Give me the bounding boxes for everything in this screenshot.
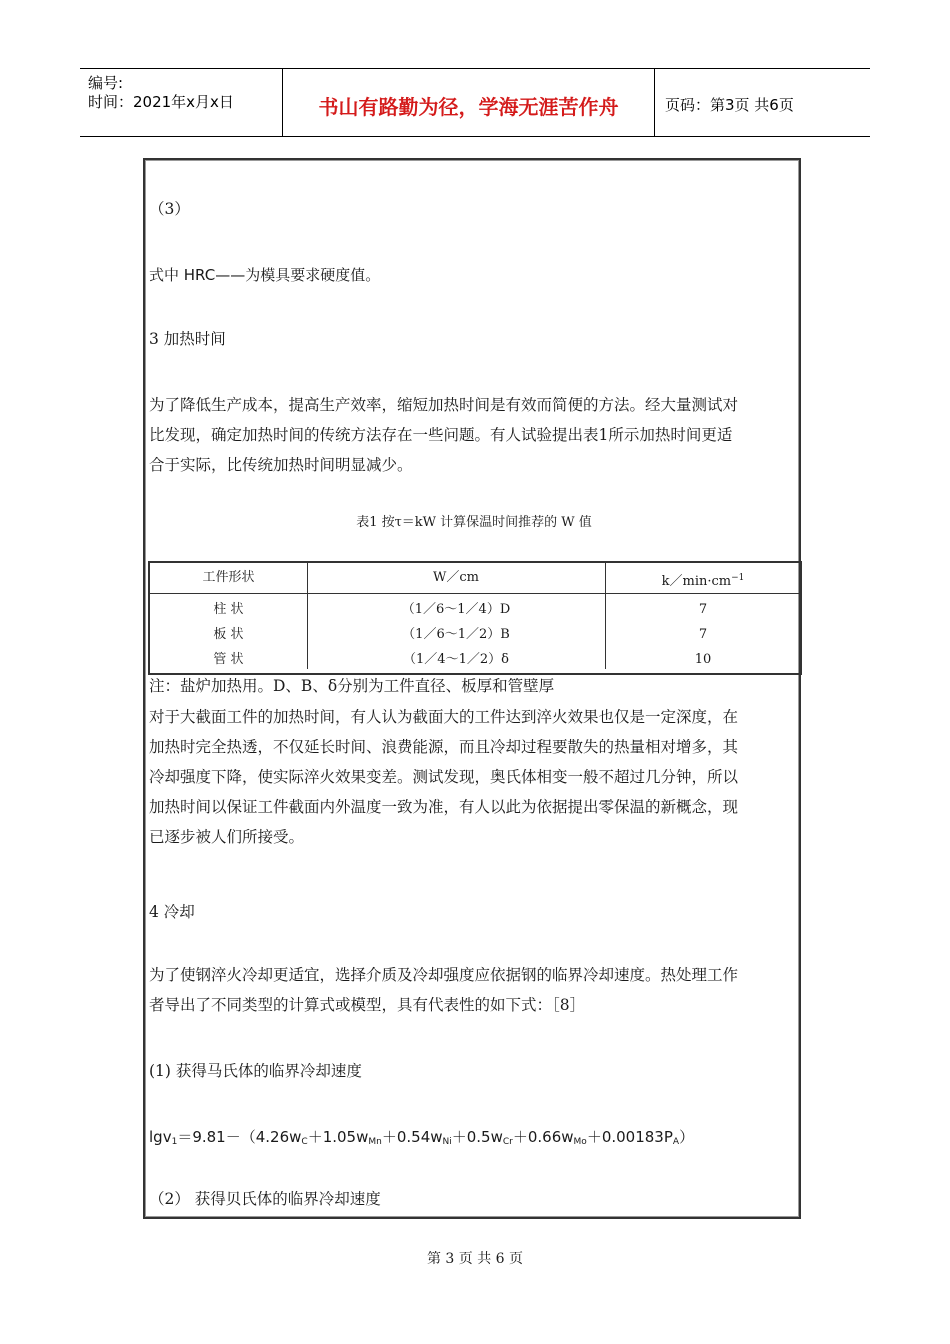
formula-part: ＋0.54w: [381, 1128, 443, 1146]
text-line: 合于实际，比传统加热时间明显减少。: [149, 456, 413, 474]
header-cell-shape: 工件形状: [202, 570, 255, 585]
page-footer: 第 3 页 共 6 页: [426, 1251, 524, 1267]
formula-sub: 1: [171, 1137, 178, 1147]
doc-number-label: 编号:: [88, 74, 124, 92]
paragraph-heating-time: [149, 390, 789, 480]
header-cell-w: W／cm: [433, 570, 479, 585]
text-line: 加热时完全热透，不仅延长时间、浪费能源，而且冷却过程要散失的热量相对增多，其: [149, 738, 739, 756]
text-line: 已逐步被人们所接受。: [149, 828, 305, 846]
table-cell: （1／6～1／4）D: [401, 602, 511, 617]
text-line: 加热时间以保证工件截面内外温度一致为准，有人以此为依据提出零保温的新概念，现: [149, 798, 739, 816]
formula-part: ）: [679, 1128, 695, 1146]
text-line: 冷却强度下降，使实际淬火效果变差。测试发现，奥氏体相变一般不超过几分钟，所以: [149, 768, 739, 786]
formula-part: ＋1.05w: [307, 1128, 369, 1146]
item-martensite: (1) 获得马氏体的临界冷却速度: [149, 1062, 362, 1080]
text-line: 对于大截面工件的加热时间，有人认为截面大的工件达到淬火效果也仅是一定深度，在: [149, 708, 739, 726]
table-row: [150, 647, 800, 672]
formula-part: ＋0.66w: [512, 1128, 574, 1146]
paragraph-cooling: [149, 960, 789, 1020]
text-line: 为了降低生产成本，提高生产效率，缩短加热时间是有效而简便的方法。经大量测试对: [149, 396, 739, 414]
formula-part: lgv: [149, 1128, 172, 1146]
table-cell: 管 状: [213, 652, 244, 667]
formula-sub: Cr: [502, 1137, 513, 1147]
table-row: [150, 622, 800, 647]
doc-time-label: 时间：2021年x月x日: [88, 93, 234, 111]
formula-part: ＋0.00183P: [586, 1128, 673, 1146]
paragraph-large-section: [149, 702, 789, 852]
formula-sub: Ni: [442, 1137, 452, 1147]
header-meta-cell: [80, 69, 283, 136]
table-cell: 板 状: [213, 627, 244, 642]
table-cell: 7: [698, 602, 708, 617]
table-note: 注：盐炉加热用。D、B、δ分别为工件直径、板厚和管壁厚: [149, 677, 555, 695]
formula-sub: Mn: [368, 1137, 382, 1147]
header-motto-cell: [283, 69, 655, 136]
section-4-title: 4 冷却: [149, 903, 195, 921]
page-header: [80, 68, 870, 137]
section-3-title: 3 加热时间: [149, 330, 226, 348]
text-line: 者导出了不同类型的计算式或模型，具有代表性的如下式：［8］: [149, 996, 586, 1014]
text-line: 为了使钢淬火冷却更适宜，选择介质及冷却强度应依据钢的临界冷却速度。热处理工作: [149, 966, 739, 984]
formula-part: ＋0.5w: [451, 1128, 503, 1146]
table-cell: 10: [694, 652, 712, 667]
table-caption: 表1 按τ＝kW 计算保温时间推荐的 W 值: [356, 515, 592, 530]
header-page-cell: [655, 69, 870, 136]
table-cell: 柱 状: [213, 602, 244, 617]
item-bainite: （2） 获得贝氏体的临界冷却速度: [149, 1190, 381, 1208]
table-cell: （1／4～1／2）δ: [403, 652, 509, 667]
header-k-sup: −1: [731, 573, 745, 583]
formula-sub: A: [672, 1137, 680, 1147]
equation-number: （3）: [149, 200, 190, 218]
table-row: [150, 597, 800, 622]
table-header-row: [150, 563, 800, 594]
formula-sub: Mo: [573, 1137, 587, 1147]
hrc-note: 式中 HRC——为模具要求硬度值。: [149, 266, 381, 284]
header-page-number: 页码：第3页 共6页: [665, 96, 794, 114]
heating-time-table: [148, 561, 802, 675]
table-cell: 7: [698, 627, 708, 642]
header-cell-k: [606, 563, 800, 597]
formula-sub: C: [301, 1137, 308, 1147]
text-line: 比发现，确定加热时间的传统方法存在一些问题。有人试验提出表1所示加热时间更适: [149, 426, 733, 444]
table-cell: （1／6～1／2）B: [402, 627, 510, 642]
header-motto: 书山有路勤为径，学海无涯苦作舟: [318, 95, 619, 119]
formula-part: ＝9.81－（4.26w: [177, 1128, 302, 1146]
header-k-text: k／min·cm: [661, 574, 732, 589]
formula-martensite: [149, 1127, 694, 1152]
